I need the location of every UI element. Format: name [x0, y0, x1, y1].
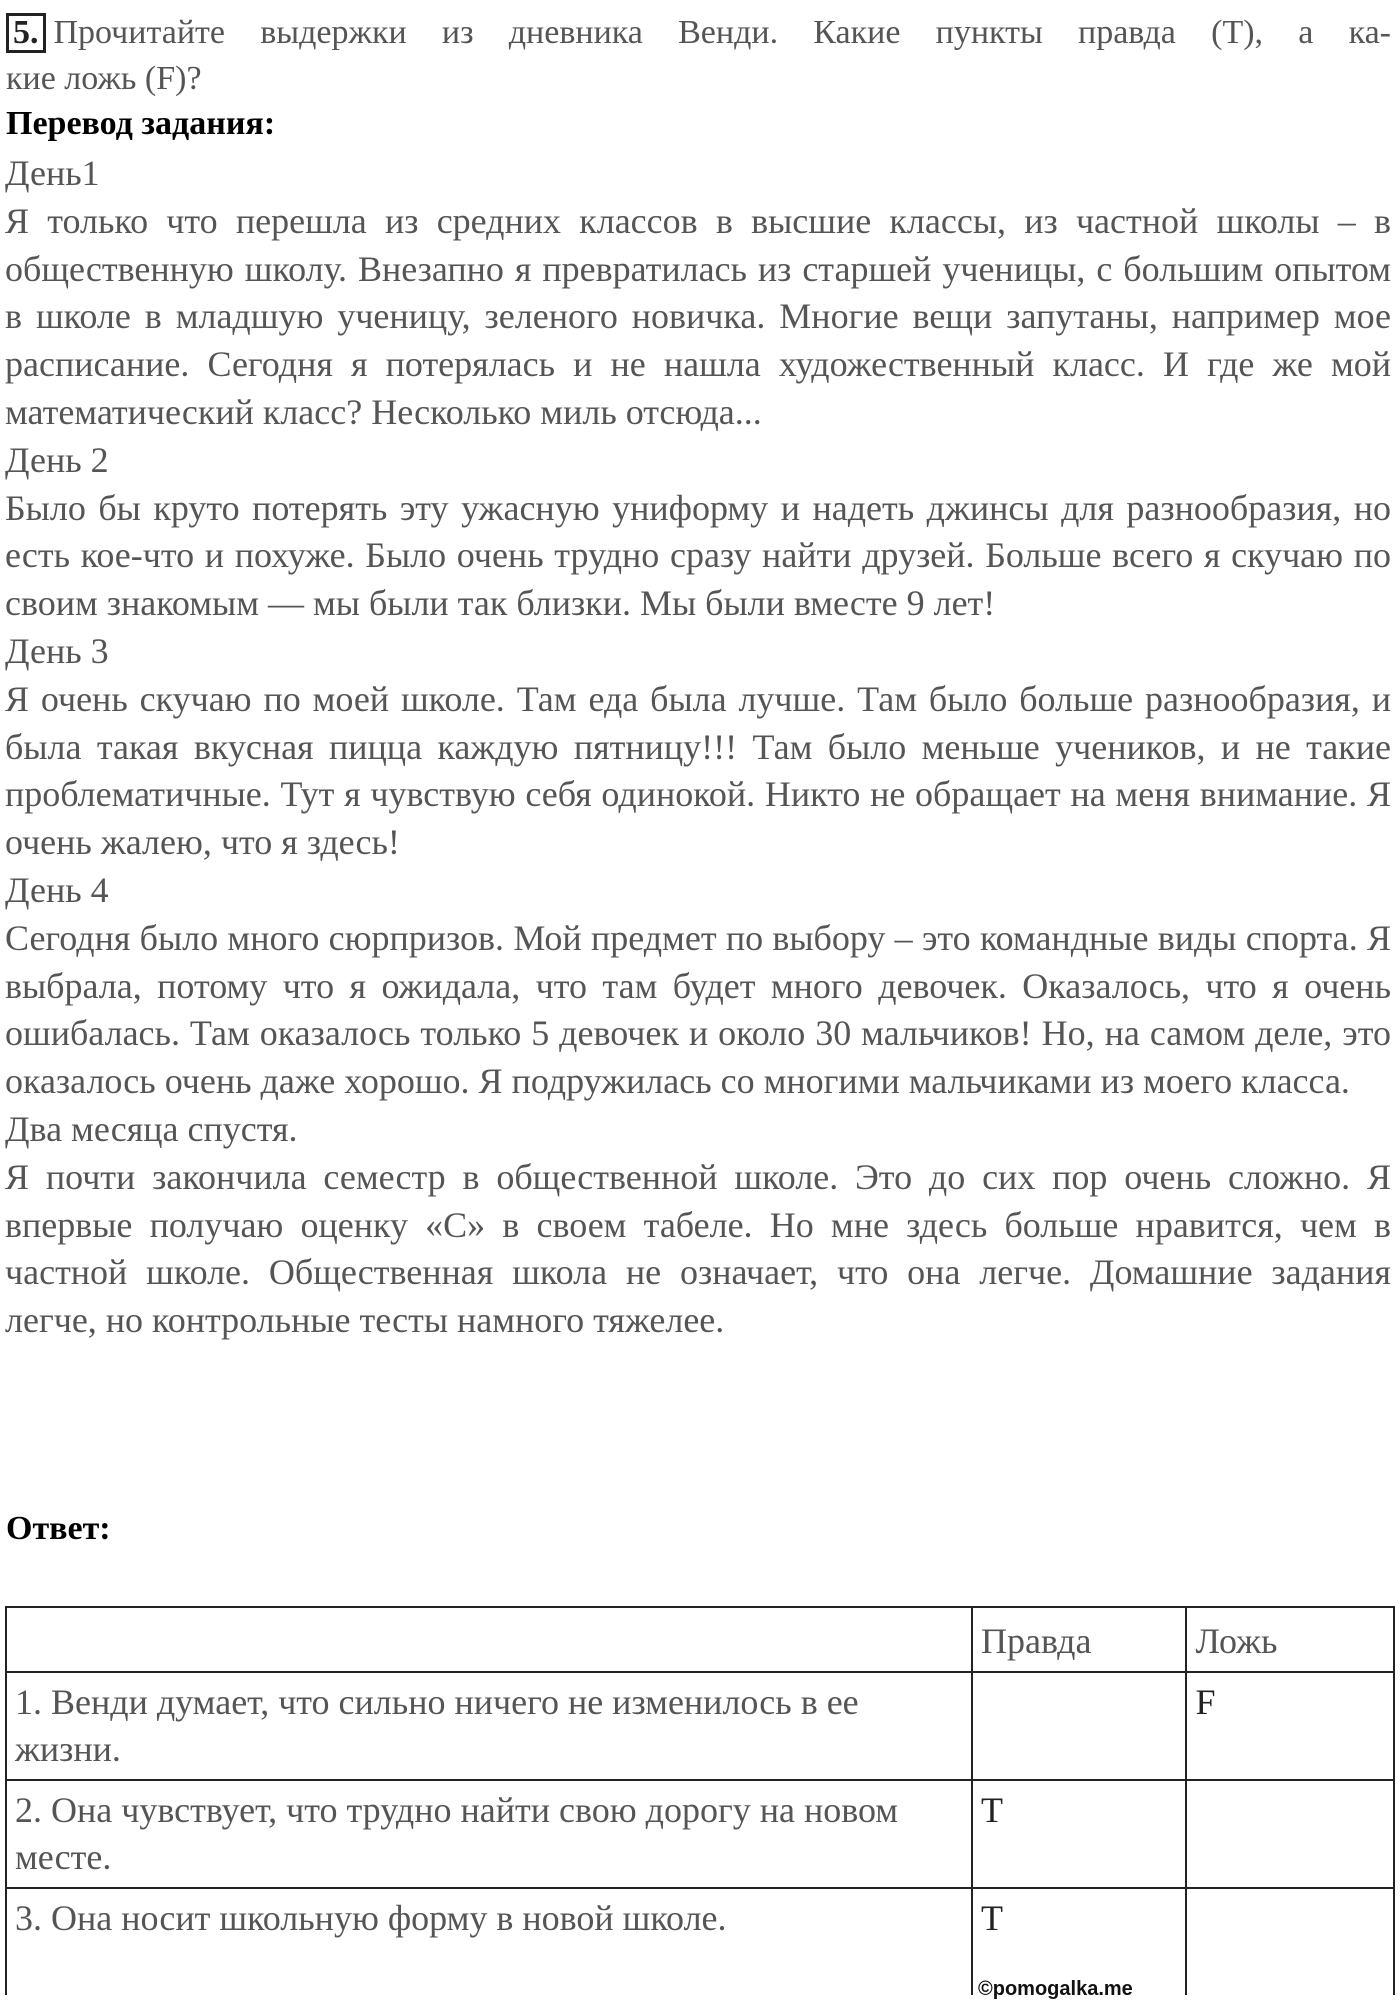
header-true: Правда: [972, 1607, 1186, 1672]
table-row: [6, 1780, 1394, 1888]
watermark: ©pomogalka.me: [978, 1978, 1133, 2000]
true-cell: T: [972, 1780, 1186, 1888]
diary-entry-text: Сегодня было много сюрпризов. Мой предмет по выбору – это командные виды спорта. Я выбрала, потому что я ожидала, что там будет много девочек. Оказалось, что я очень ошибалась. Там оказалось только 5 девочек и около 30 мальчиков! Но, на самом деле, это оказалось очень даже хорошо. Я подружилась со многими мальчиками из моего класса.: [5, 917, 1391, 1102]
task-text-line-2: кие ложь (F)?: [6, 60, 202, 97]
statement-cell: 1. Венди думает, что сильно ничего не изменилось в ее жизни.: [6, 1672, 972, 1780]
diary-text: [5, 150, 1391, 1345]
task-number: 5.: [6, 13, 46, 53]
statement-cell: 2. Она чувствует, что трудно найти свою дорогу на новом месте.: [6, 1780, 972, 1888]
table-row: [6, 1888, 1394, 1995]
answer-heading: Ответ:: [6, 1510, 111, 1547]
true-cell: T: [972, 1888, 1186, 1995]
true-cell: [972, 1672, 1186, 1780]
false-cell: [1186, 1888, 1394, 1995]
diary-entry-text: Я почти закончила семестр в общественной школе. Это до сих пор очень сложно. Я впервые получаю оценку «C» в своем табеле. Но мне здесь больше нравится, чем в частной школе. Общественная школа не означает, что она легче. Домашние задания легче, но контрольные тесты намного тяжелее.: [5, 1156, 1391, 1341]
false-cell: F: [1186, 1672, 1394, 1780]
diary-entry-text: Было бы круто потерять эту ужасную униформу и надеть джинсы для разнообразия, но есть кое-что и похуже. Было очень трудно сразу найти друзей. Больше всего я скучаю по своим знакомым — мы были так близки. Мы были вместе 9 лет!: [5, 487, 1391, 624]
diary-entry-title: День 4: [5, 869, 109, 910]
task-line-1: [6, 10, 1391, 56]
table-header-row: [6, 1607, 1394, 1672]
diary-entry-title: День 2: [5, 439, 109, 480]
translation-heading: Перевод задания:: [6, 105, 276, 142]
diary-entry-text: Я очень скучаю по моей школе. Там еда была лучше. Там было больше разнообразия, и была такая вкусная пицца каждую пятницу!!! Там было меньше учеников, и не такие проблематичные. Тут я чувствую себя одинокой. Никто не обращает на меня внимание. Я очень жалею, что я здесь!: [5, 678, 1391, 863]
task-header: [6, 10, 1391, 102]
false-cell: [1186, 1780, 1394, 1888]
header-false: Ложь: [1186, 1607, 1394, 1672]
answer-table: [5, 1606, 1395, 1995]
statement-cell: 3. Она носит школьную форму в новой школе.: [6, 1888, 972, 1995]
task-text-line-1: Прочитайте выдержки из дневника Венди. Какие пункты правда (T), а ка-: [53, 14, 1391, 51]
table-row: [6, 1672, 1394, 1780]
header-statement: [6, 1607, 972, 1672]
diary-entry-title: Два месяца спустя.: [5, 1108, 298, 1149]
diary-entry-title: День1: [5, 153, 100, 193]
diary-entry-title: День 3: [5, 630, 109, 671]
diary-entry-text: Я только что перешла из средних классов в высшие классы, из частной школы – в общественную школу. Внезапно я превратилась из старшей ученицы, с большим опытом в школе в младшую ученицу, зеленого новичка. Многие вещи запутаны, например мое расписание. Сегодня я потерялась и не нашла художественный класс. И где же мой математический класс? Несколько миль отсюда...: [5, 200, 1391, 432]
